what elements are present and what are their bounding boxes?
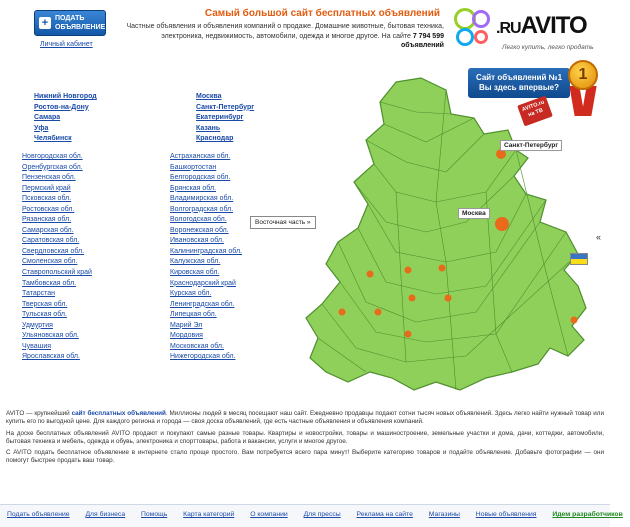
regions-col2 (22, 152, 114, 363)
footer-link[interactable]: Карта категорий (183, 511, 235, 518)
city-link[interactable]: Краснодар (196, 135, 234, 143)
region-link[interactable]: Башкортостан (170, 163, 217, 171)
region-link[interactable]: Воронежская обл. (170, 226, 229, 234)
city-marker[interactable] (439, 265, 446, 272)
region-link[interactable]: Татарстан (22, 290, 56, 298)
region-link[interactable]: Краснодарский край (170, 279, 236, 287)
region-link[interactable]: Ярославская обл. (22, 353, 80, 361)
city-link[interactable]: Екатеринбург (196, 114, 244, 122)
arrow-left-icon[interactable]: « (596, 232, 602, 242)
city-marker[interactable] (375, 309, 382, 316)
post-ad-label: ПОДАТЬ ОБЪЯВЛЕНИЕ (55, 15, 106, 31)
region-link[interactable]: Ростовская обл. (22, 205, 75, 213)
post-ad-button[interactable] (34, 10, 106, 36)
city-link[interactable]: Челябинск (34, 135, 72, 143)
region-link[interactable]: Владимирская обл. (170, 195, 234, 203)
region-link[interactable]: Рязанская обл. (22, 216, 72, 224)
region-link[interactable]: Волгоградская обл. (170, 205, 234, 213)
developers-link[interactable]: Идем разработчиков (552, 511, 623, 518)
city-link[interactable]: Ростов-на-Дону (34, 103, 89, 111)
footer-link[interactable]: Для бизнеса (85, 511, 126, 518)
region-link[interactable]: Кировская обл. (170, 269, 220, 277)
plus-icon: + (39, 17, 51, 29)
footer-link[interactable]: Реклама на сайте (356, 511, 413, 518)
region-link[interactable]: Пермский край (22, 184, 71, 192)
city-link[interactable]: Нижний Новгород (34, 93, 97, 100)
russia-map[interactable] (246, 72, 594, 400)
about-p2: На доске бесплатных объявлений AVITO продают и покупают самые разные товары. Квартиры и новостройки, товары и машиностроение, земельные участки и дома, дачи, коттеджи, автомобили, бытовая техника и мебель, одежда и обувь, электроника и спорттовары, работа и вакансии, услуги и многое другое. (6, 429, 604, 445)
footer-link[interactable]: Помощь (141, 511, 168, 518)
about-text (6, 410, 604, 469)
intro-text (118, 22, 444, 51)
city-marker[interactable] (405, 267, 412, 274)
city-marker[interactable] (405, 331, 412, 338)
region-link[interactable]: Самарская обл. (22, 226, 74, 234)
ukraine-flag-icon[interactable] (570, 253, 588, 265)
region-link[interactable]: Калининградская обл. (170, 247, 242, 255)
footer-link[interactable]: Новые объявления (475, 511, 537, 518)
about-p3: С AVITO подать бесплатное объявление в интернете стало проще простого. Вам потребуется всего пара минут! Выберите категорию товаров и подайте объявление. Добавьте фотографии — они помогут быстрее продать ваш товар. (6, 449, 604, 465)
tv-banner[interactable]: AVITO.ru на ТВ (517, 96, 553, 127)
regions-col1 (170, 152, 256, 363)
cabinet-link[interactable]: Личный кабинет (40, 41, 93, 48)
region-link[interactable]: Астраханская обл. (170, 153, 231, 160)
region-link[interactable]: Тверская обл. (22, 300, 68, 308)
region-link[interactable]: Оренбургская обл. (22, 163, 83, 171)
region-link[interactable]: Вологодская обл. (170, 216, 227, 224)
ad-count: 7 794 599 объявлений (401, 32, 444, 49)
city-link[interactable]: Казань (196, 124, 221, 132)
east-part-button[interactable]: Восточная часть » (250, 216, 316, 229)
region-link[interactable]: Белгородская обл. (170, 174, 231, 182)
region-link[interactable]: Ленинградская обл. (170, 300, 235, 308)
avito-logo[interactable] (452, 4, 604, 60)
region-link[interactable]: Калужская обл. (170, 258, 221, 266)
logo-wordmark (496, 12, 587, 40)
region-link[interactable]: Липецкая обл. (170, 311, 217, 319)
about-p1-b: . Миллионы людей в месяц посещают наш сайт. Ежедневно продавцы подают сотни тысяч новых объявлений. Здесь легко найти нужный товар или купить его по выгодной цене. Для каждого региона и города — своя доска объявлений, где есть частные объявления и объявления компаний. (6, 410, 604, 426)
tagline: Самый большой сайт бесплатных объявлений (204, 8, 440, 19)
medal-number: 1 (568, 60, 598, 90)
city-marker[interactable] (445, 295, 452, 302)
city-link[interactable]: Самара (34, 114, 61, 122)
region-link[interactable]: Ульяновская обл. (22, 332, 79, 340)
map-land[interactable] (306, 78, 586, 390)
region-link[interactable]: Мордовия (170, 332, 203, 340)
city-marker[interactable] (571, 317, 578, 324)
region-link[interactable]: Курская обл. (170, 290, 212, 298)
footer-link[interactable]: Магазины (428, 511, 460, 518)
region-link[interactable]: Московская обл. (170, 342, 224, 350)
first-visit-banner[interactable]: Сайт объявлений №1 Вы здесь впервые? (468, 68, 570, 98)
region-link[interactable]: Смоленская обл. (22, 258, 78, 266)
city-link[interactable]: Санкт-Петербург (196, 103, 255, 111)
spb-label[interactable]: Санкт-Петербург (500, 140, 562, 151)
region-link[interactable]: Удмуртия (22, 321, 53, 329)
region-link[interactable]: Пензенская обл. (22, 174, 76, 182)
region-link[interactable]: Брянская обл. (170, 184, 217, 192)
city-link[interactable]: Москва (196, 93, 222, 100)
big-cities-col2 (34, 92, 124, 145)
moscow-label[interactable]: Москва (458, 208, 490, 219)
about-p1 (6, 410, 604, 427)
region-link[interactable]: Нижегородская обл. (170, 353, 236, 361)
region-link[interactable]: Ивановская обл. (170, 237, 224, 245)
moscow-marker[interactable] (495, 217, 509, 231)
logo-word: AVITO (520, 12, 587, 39)
logo-circles-icon (452, 8, 498, 52)
region-link[interactable]: Саратовская обл. (22, 237, 80, 245)
about-p1-link[interactable]: сайт бесплатных объявлений (71, 410, 166, 417)
region-link[interactable]: Тульская обл. (22, 311, 67, 319)
city-marker[interactable] (409, 295, 416, 302)
city-marker[interactable] (339, 309, 346, 316)
region-link[interactable]: Новгородская обл. (22, 153, 83, 160)
logo-slogan: Легко купить, легко продать (502, 44, 594, 51)
intro-body: Частные объявления и объявления компаний о продаже. Домашние животные, бытовая техника, электроника, недвижимость, автомобили, одежда и многое другое. На сайте (126, 23, 444, 40)
city-marker[interactable] (367, 271, 374, 278)
region-link[interactable]: Марий Эл (170, 321, 203, 329)
footer-link[interactable]: О компании (250, 511, 288, 518)
region-link[interactable]: Ставропольский край (22, 269, 92, 277)
footer (0, 504, 623, 527)
region-link[interactable]: Тамбовская обл. (22, 279, 77, 287)
about-p1-a: AVITO — крупнейший (6, 410, 72, 417)
region-link[interactable]: Чувашия (22, 342, 52, 350)
footer-link[interactable]: Подать объявление (7, 511, 70, 518)
logo-suffix: .RU (496, 20, 521, 37)
footer-link[interactable]: Для прессы (303, 511, 341, 518)
city-link[interactable]: Уфа (34, 124, 49, 132)
region-link[interactable]: Свердловская обл. (22, 247, 85, 255)
region-link[interactable]: Псковская обл. (22, 195, 72, 203)
